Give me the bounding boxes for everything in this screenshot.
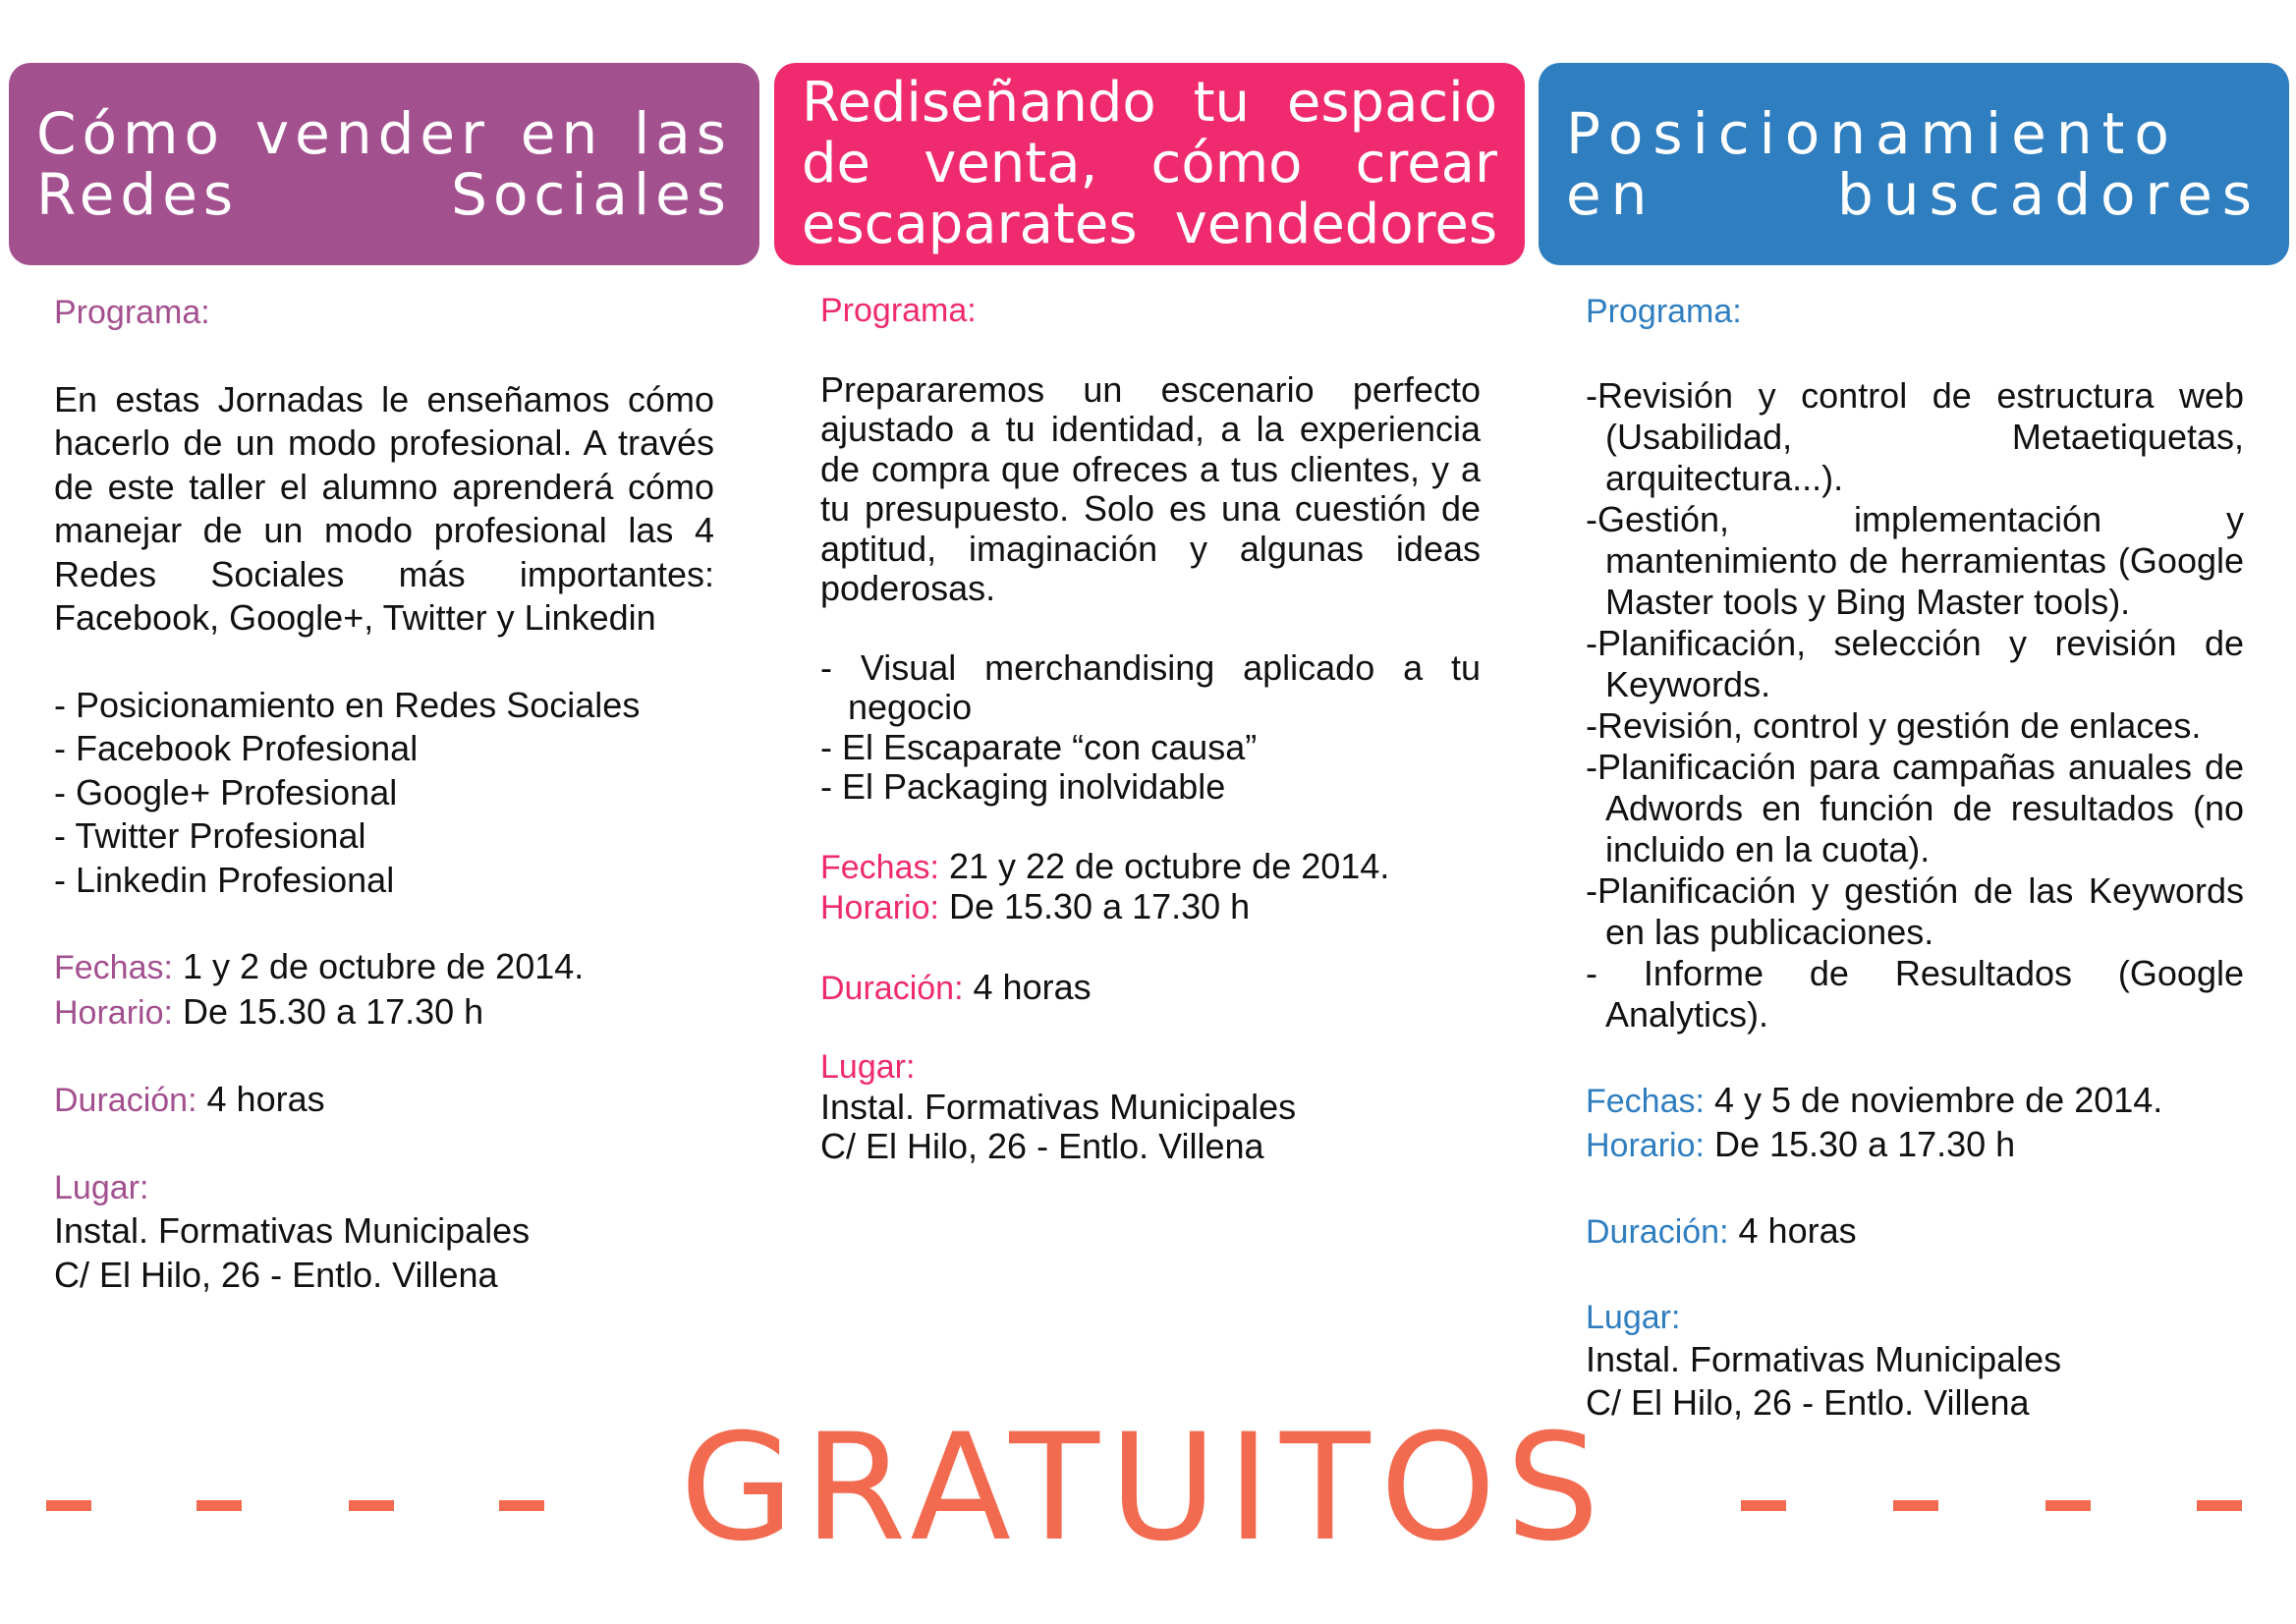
fechas-value: 4 y 5 de noviembre de 2014. xyxy=(1713,1080,2163,1120)
duracion-label: Duración: xyxy=(820,969,964,1007)
dash-decoration xyxy=(499,1500,544,1511)
horario-value: De 15.30 a 17.30 h xyxy=(182,990,484,1032)
lugar-line: Instal. Formativas Municipales xyxy=(1586,1338,2062,1379)
list-item: -Planificación y gestión de las Keywords en las publicaciones. xyxy=(1586,870,2244,952)
horario-row xyxy=(54,990,714,1036)
gratuitos-title: GRATUITOS xyxy=(680,1403,1609,1574)
fechas-value: 1 y 2 de octubre de 2014. xyxy=(182,946,585,986)
lugar-line: C/ El Hilo, 26 - Entlo. Villena xyxy=(54,1254,498,1295)
fechas-label: Fechas: xyxy=(820,848,939,886)
duracion-row xyxy=(54,1078,714,1123)
dash-decoration xyxy=(2197,1500,2242,1511)
column-espacio-venta xyxy=(820,291,1481,1167)
list-item: -Planificación, selección y revisión de Keywords. xyxy=(1586,623,2244,704)
lugar-line: C/ El Hilo, 26 - Entlo. Villena xyxy=(820,1126,1264,1166)
fechas-row xyxy=(54,945,714,990)
column-redes-sociales xyxy=(54,291,714,1297)
lugar-line: C/ El Hilo, 26 - Entlo. Villena xyxy=(1586,1382,2030,1423)
horario-value: De 15.30 a 17.30 h xyxy=(1713,1123,2016,1164)
program-intro: Prepararemos un escenario perfecto ajustado a tu identidad, a la experiencia de compra que ofreces a tus clientes, y a tu presupuesto. Solo es una cuestión de aptitud, imaginación y algunas ideas poderosas. xyxy=(820,368,1481,608)
fechas-label: Fechas: xyxy=(54,949,173,986)
header-title-line: Redes Sociales xyxy=(36,161,732,228)
header-espacio-venta xyxy=(774,63,1525,265)
footer-banner xyxy=(0,1403,2296,1574)
duracion-value: 4 horas xyxy=(1738,1210,1857,1251)
dash-decoration xyxy=(1893,1500,1938,1511)
list-item: -Planificación para campañas anuales de Adwords en función de resultados (no incluido en la cuota). xyxy=(1586,747,2244,869)
fechas-label: Fechas: xyxy=(1586,1083,1705,1120)
horario-label: Horario: xyxy=(1586,1126,1705,1164)
horario-value: De 15.30 a 17.30 h xyxy=(948,886,1251,926)
programa-label: Programa: xyxy=(54,294,210,331)
horario-row xyxy=(1586,1123,2244,1167)
lugar-line: Instal. Formativas Municipales xyxy=(820,1086,1297,1127)
header-title-line: de venta, cómo crear xyxy=(802,132,1497,196)
header-title-line: en buscadores xyxy=(1566,161,2262,228)
header-posicionamiento xyxy=(1539,63,2289,265)
duracion-value: 4 horas xyxy=(206,1079,325,1119)
column-posicionamiento xyxy=(1586,291,2244,1426)
lugar-label: Lugar: xyxy=(820,1048,916,1086)
header-title-line: Cómo vender en las xyxy=(36,100,732,167)
program-intro: En estas Jornadas le enseñamos cómo hacerlo de un modo profesional. A través de este taller el alumno aprenderá cómo manejar de un modo profesional las 4 Redes Sociales más importantes: Facebook, Google+, Twitter y Linkedin xyxy=(54,378,714,638)
list-item: - Twitter Profesional xyxy=(54,815,366,856)
lugar-label: Lugar: xyxy=(54,1168,149,1206)
header-redes-sociales xyxy=(9,63,759,265)
dash-decoration xyxy=(2045,1500,2091,1511)
horario-label: Horario: xyxy=(54,993,173,1032)
list-item: - Posicionamiento en Redes Sociales xyxy=(54,684,641,725)
header-title-line: escaparates vendedores xyxy=(802,193,1497,256)
fechas-row xyxy=(820,847,1481,888)
header-title-line: Rediseñando tu espacio xyxy=(802,71,1497,135)
list-item: - Linkedin Profesional xyxy=(54,859,395,900)
list-item: - Visual merchandising aplicado a tu negocio xyxy=(820,646,1481,727)
list-item: - Facebook Profesional xyxy=(54,728,419,768)
programa-label: Programa: xyxy=(820,292,977,329)
duracion-label: Duración: xyxy=(54,1082,197,1119)
header-title-line: Posicionamiento xyxy=(1566,100,2179,167)
duracion-row xyxy=(1586,1209,2244,1254)
fechas-value: 21 y 22 de octubre de 2014. xyxy=(948,845,1390,886)
dash-decoration xyxy=(196,1500,242,1511)
list-item: - Informe de Resultados (Google Analytics). xyxy=(1586,953,2244,1035)
duracion-row xyxy=(820,968,1481,1009)
lugar-label: Lugar: xyxy=(1586,1298,1681,1336)
list-item: - El Escaparate “con causa” xyxy=(820,726,1258,767)
horario-row xyxy=(820,887,1481,928)
lugar-line: Instal. Formativas Municipales xyxy=(54,1210,531,1251)
list-item: - Google+ Profesional xyxy=(54,771,398,812)
list-item: -Revisión, control y gestión de enlaces. xyxy=(1586,705,2202,746)
fechas-row xyxy=(1586,1079,2244,1123)
list-item: -Gestión, implementación y mantenimiento de herramientas (Google Master tools y Bing Master tools). xyxy=(1586,499,2244,622)
list-item: - El Packaging inolvidable xyxy=(820,766,1226,807)
horario-label: Horario: xyxy=(820,889,939,926)
dash-decoration xyxy=(349,1500,394,1511)
duracion-label: Duración: xyxy=(1586,1213,1729,1251)
dash-decoration xyxy=(46,1500,91,1511)
list-item: -Revisión y control de estructura web (Usabilidad, Metaetiquetas, arquitectura...). xyxy=(1586,375,2244,498)
duracion-value: 4 horas xyxy=(973,966,1092,1007)
dash-decoration xyxy=(1741,1500,1786,1511)
programa-label: Programa: xyxy=(1586,293,1742,330)
